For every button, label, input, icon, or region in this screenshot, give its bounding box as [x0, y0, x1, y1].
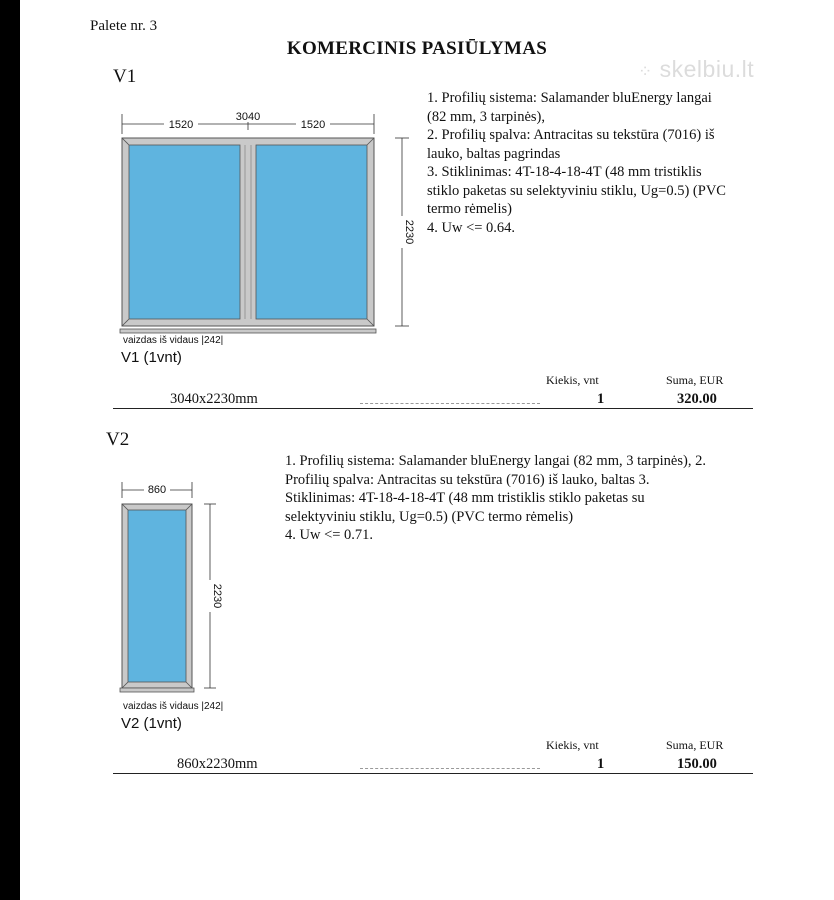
v1-sum: 320.00 — [677, 391, 717, 407]
v2-sill — [120, 688, 194, 692]
v1-size: 3040x2230mm — [170, 391, 258, 407]
window-v1-heading: V1 — [113, 66, 137, 87]
v1-view-note: vaizdas iš vidaus |242| — [123, 335, 224, 346]
v2-sum-label: Suma, EUR — [666, 738, 724, 752]
v2-sum: 150.00 — [677, 756, 717, 772]
v2-name-count: V2 (1vnt) — [121, 715, 182, 732]
v2-glass — [128, 510, 186, 682]
window-v1-drawing — [116, 104, 416, 344]
v2-row-rule — [113, 773, 753, 774]
v2-qty: 1 — [597, 756, 605, 772]
v1-dim-total: 3040 — [235, 111, 261, 123]
v1-glass-left — [129, 145, 240, 319]
v2-dim-width: 860 — [147, 484, 167, 496]
v1-name-count: V1 (1vnt) — [121, 349, 182, 366]
page-label: Palete nr. 3 — [90, 18, 158, 34]
document-page — [20, 0, 834, 900]
v1-description: 1. Profilių sistema: Salamander bluEnergy langai (82 mm, 3 tarpinės), 2. Profilių spalva: Antracitas su tekstūra (7016) iš lauko, baltas pagrindas 3. Stiklinimas: 4T-18-4-18-4T (48 mm tristiklis stiklo paketas su selektyviniu stiklu, Ug=0.5) (PVC termo rėmelis) 4. Uw <= 0.64. — [427, 90, 726, 236]
window-v2-drawing — [116, 478, 236, 698]
v2-description: 1. Profilių sistema: Salamander bluEnergy langai (82 mm, 3 tarpinės), 2. Profilių spalva: Antracitas su tekstūra (7016) iš lauko, baltas 3. Stiklinimas: 4T-18-4-18-4T (48 mm tristiklis stiklo paketas su selektyviniu stiklu, Ug=0.5) (PVC termo rėmelis) 4. Uw <= 0.71. — [285, 453, 706, 543]
v1-row-rule — [113, 408, 753, 409]
watermark: ⁘ skelbiu.lt — [638, 56, 755, 82]
v1-dim-height: 2230 — [403, 219, 415, 245]
v1-glass-right — [256, 145, 367, 319]
v1-dim-left: 1520 — [168, 119, 194, 131]
v2-size: 860x2230mm — [177, 756, 258, 772]
v2-view-note: vaizdas iš vidaus |242| — [123, 701, 224, 712]
v1-qty: 1 — [597, 391, 605, 407]
document-title: KOMERCINIS PASIŪLYMAS — [286, 38, 548, 59]
v1-dim-right: 1520 — [300, 119, 326, 131]
window-v2-heading: V2 — [106, 429, 130, 450]
v2-qty-label: Kiekis, vnt — [546, 738, 599, 752]
v2-dotted-line — [360, 768, 540, 769]
v1-sum-label: Suma, EUR — [666, 373, 724, 387]
v1-qty-label: Kiekis, vnt — [546, 373, 599, 387]
v1-sill — [120, 329, 376, 333]
v2-dim-height: 2230 — [211, 583, 223, 609]
v1-dotted-line — [360, 403, 540, 404]
watermark-text: skelbiu.lt — [659, 56, 755, 82]
